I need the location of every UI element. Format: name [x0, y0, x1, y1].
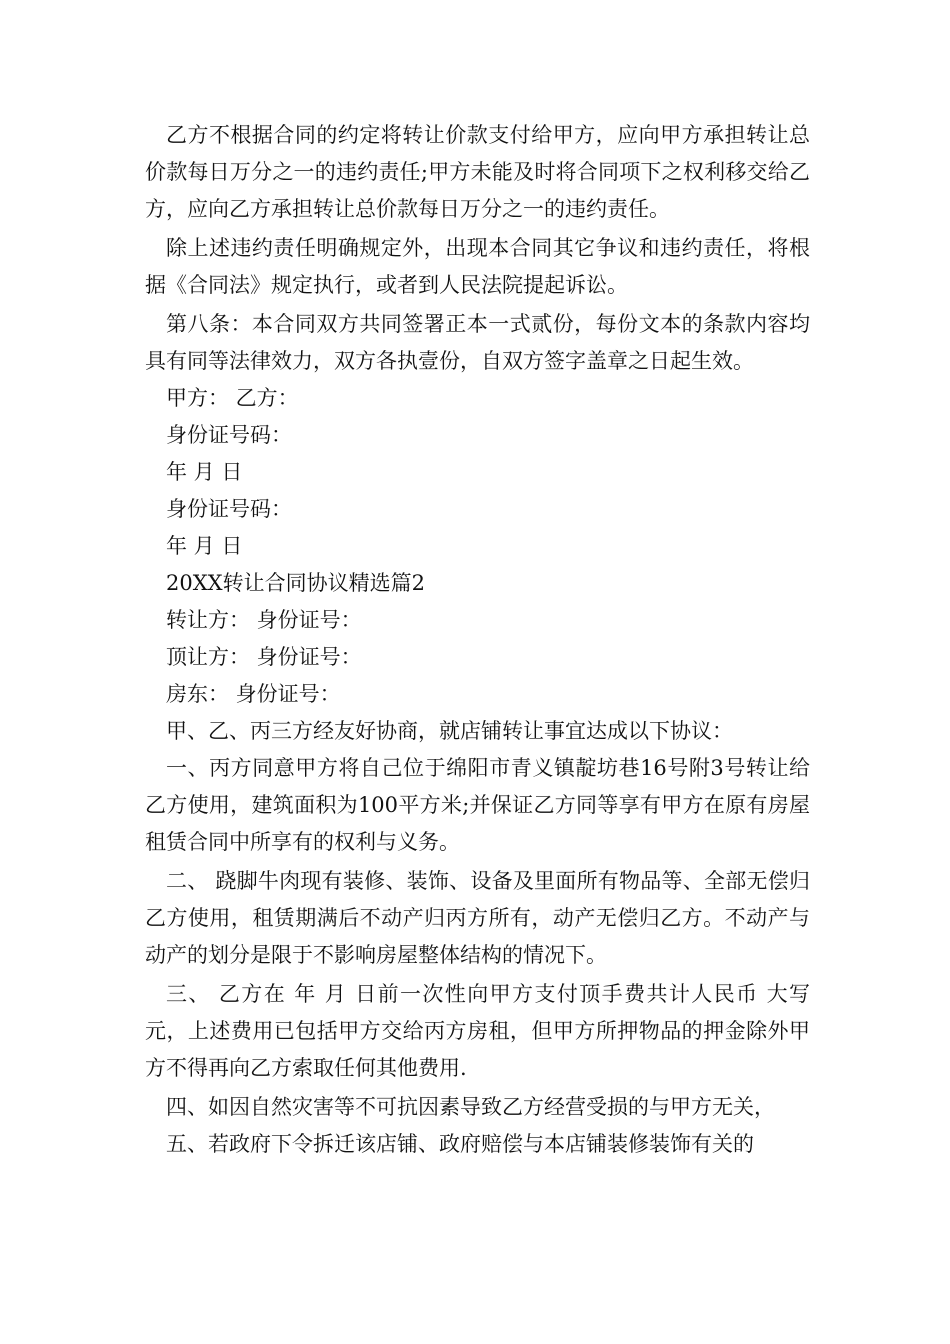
clause-one: 一、丙方同意甲方将自己位于绵阳市青义镇靛坊巷16号附3号转让给乙方使用，建筑面积为100平方米;并保证乙方同等享有甲方在原有房屋租赁合同中所享有的权利与义务。	[145, 756, 810, 854]
paragraph-article-eight: 第八条：本合同双方共同签署正本一式贰份，每份文本的条款内容均具有同等法律效力，双方各执壹份，自双方签字盖章之日起生效。	[145, 312, 810, 373]
clause-three: 三、 乙方在 年 月 日前一次性向甲方支付顶手费共计人民币 大写 元，上述费用已包括甲方交给丙方房租，但甲方所押物品的押金除外甲方不得再向乙方索取任何其他费用.	[145, 982, 810, 1080]
transferee-line: 顶让方： 身份证号：	[166, 645, 362, 669]
clause-two: 二、 跷脚牛肉现有装修、装饰、设备及里面所有物品等、全部无偿归乙方使用，租赁期满后不动产归丙方所有，动产无偿归乙方。不动产与动产的划分是限于不影响房屋整体结构的情况下。	[145, 869, 810, 967]
transferor-line: 转让方： 身份证号：	[166, 608, 362, 632]
id-number-label: 身份证号码：	[166, 497, 292, 521]
document-page	[145, 117, 810, 1163]
signature-parties: 甲方： 乙方：	[166, 386, 299, 410]
landlord-line: 房东： 身份证号：	[166, 682, 341, 706]
id-number-label: 身份证号码：	[166, 423, 292, 447]
clause-five: 五、若政府下令拆迁该店铺、政府赔偿与本店铺装修装饰有关的	[166, 1132, 754, 1156]
paragraph-breach-liability: 乙方不根据合同的约定将转让价款支付给甲方，应向甲方承担转让总价款每日万分之一的违约责任;甲方未能及时将合同项下之权利移交给乙方，应向乙方承担转让总价款每日万分之一的违约责任。	[145, 123, 810, 221]
date-line: 年 月 日	[166, 534, 243, 558]
agreement-intro: 甲、乙、丙三方经友好协商，就店铺转让事宜达成以下协议：	[166, 719, 733, 743]
paragraph-dispute-resolution: 除上述违约责任明确规定外，出现本合同其它争议和违约责任，将根据《合同法》规定执行，或者到人民法院提起诉讼。	[145, 236, 810, 297]
clause-four: 四、如因自然灾害等不可抗因素导致乙方经营受损的与甲方无关，	[166, 1095, 775, 1119]
section-heading: 20XX转让合同协议精选篇2	[166, 571, 425, 595]
date-line: 年 月 日	[166, 460, 243, 484]
